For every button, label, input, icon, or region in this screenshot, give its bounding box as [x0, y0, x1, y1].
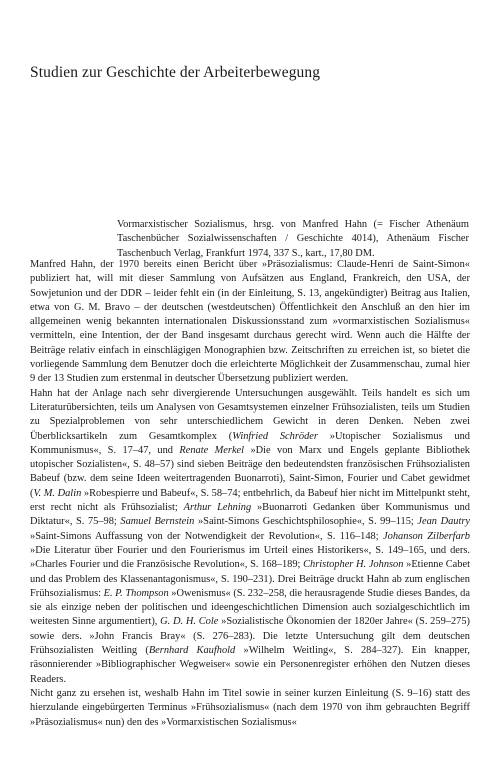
text-run: »Wilhelm Weitling«, S. 284–327). Ein knapper, räsonnierender »Bibliographischer Wegweiser« sowie ein Personenregister erhöhen den Nutzen dieses Readers.	[30, 645, 470, 685]
paragraph-2	[30, 387, 470, 687]
bibliographic-entry: Vormarxistischer Sozialismus, hrsg. von Manfred Hahn (= Fischer Athenäum Taschenbücher Sozialwissenschaften / Geschichte 4014), Athenäum Fischer Taschenbuch Verlag, Frankfurt 1974, 337 S., kart., 17,80 DM.	[117, 219, 469, 259]
author-name: G. D. H. Cole	[160, 616, 219, 628]
paragraph-1: Manfred Hahn, der 1970 bereits einen Bericht über »Präsozialismus: Claude-Henri de Saint-Simon« publiziert hat, will mit dieser Sammlung von Aufsätzen aus England, Frankreich, den USA, der Sowjetunion und der DDR – leider fehlt ein (in der Einleitung, S. 13, angekündigter) Beitrag aus Italien, etwa von G. M. Bravo – der deutschen (westdeutschen) Öffentlichkeit den Anschluß an den hier im allgemeinen wenig bekannten internationalen Diskussionsstand zum »vormarxistischen Sozialismus« vermitteln, eine Intention, der der Band insgesamt durchaus gerecht wird. Wenn auch die Hälfte der Beiträge relativ einfach in einschlägigen Monographien bzw. Zeitschriften zu erreichen ist, so bietet die vorliegende Sammlung dem Benutzer doch die erleichterte Möglichkeit der Zusammenschau, zumal hier 9 der 13 Studien zum erstenmal in deutscher Übersetzung publiziert werden.	[30, 259, 470, 385]
text-run: »Etienne Cabet und das Problem des Klassenantagonismus«, S. 190–231). Drei Beiträge druckt Hahn ab zum englischen Frühsozialismus:	[30, 559, 470, 599]
author-name: Johanson Zilberfarb	[383, 530, 470, 542]
text-run: »Die Literatur über Fourier und den Fourierismus im Urteil eines Historikers«, S. 149–165, und ders. »Charles Fourier und die Französische Revolution«, S. 168–189;	[30, 544, 470, 571]
author-name: Arthur Lehning	[183, 502, 252, 514]
author-name: V. M. Dalin	[33, 487, 82, 499]
text-run: »Buonarroti Gedanken über Kommunismus und Diktatur«, S. 75–98;	[30, 502, 470, 528]
author-name: Bernhard Kaufhold	[148, 645, 236, 657]
text-run: »Saint-Simons Geschichtsphilosophie«, S. 99–115;	[194, 516, 418, 528]
review-body	[30, 258, 470, 730]
author-name: Samuel Bernstein	[120, 516, 195, 528]
author-name: E. P. Thompson	[103, 587, 169, 599]
text-run: »Die von Marx und Engels geplante Bibliothek utopischer Sozialisten«, S. 48–57) sind sieben Beiträge den bedeutendsten französischen Frühsozialisten Babeuf (bzw. dem seine Ideen weitertragenden Buonarroti), Saint-Simon, Fourier und Cabet gewidmet (	[30, 444, 471, 499]
paragraph-3: Nicht ganz zu ersehen ist, weshalb Hahn im Titel sowie in seiner kurzen Einleitung (S. 9–16) statt des hierzulande eingebürgerten Terminus »Frühsozialismus« (nach dem 1970 von ihm gebrauchten Begriff »Präsozialismus« nun) den des »Vormarxistischen Sozialismus«	[30, 687, 470, 728]
text-run: »Saint-Simons Auffassung von der Notwendigkeit der Revolution«, S. 116–148;	[30, 530, 384, 542]
section-heading: Studien zur Geschichte der Arbeiterbewegung	[30, 64, 321, 81]
text-run: »Owenismus« (S. 232–258, die herausragende Studie dieses Bandes, da sie als einzige neben der politischen und ideengeschichtlichen Dimension auch sozialgeschichtlich im weitesten Sinne argumentiert),	[30, 587, 470, 628]
text-run: »Utopischer Sozialismus und Kommunismus«, S. 17–47, und	[30, 430, 470, 456]
author-name: Christopher H. Johnson	[303, 559, 404, 571]
text-run: »Sozialistische Ökonomien der 1820er Jahre« (S. 259–275) sowie ders. »John Francis Bray« (S. 276–283). Die letzte Untersuchung gilt dem deutschen Frühsozialisten Weitling (	[30, 616, 471, 657]
text-run: Hahn hat der Anlage nach sehr divergierende Untersuchungen ausgewählt. Teils handelt es sich um Literaturübersichten, teils um Analysen von Gesamtsystemen einzelner Frühsozialisten, teils um Studien zu Spezialproblemen von sehr unterschiedlichem Gewicht in deren Denken. Neben zwei Überblicksartikeln zum Gesamtkomplex (	[30, 387, 470, 442]
text-run: »Robespierre und Babeuf«, S. 58–74; entbehrlich, da Babeuf hier nicht im Mittelpunkt steht, erst recht nicht als Frühsozialist;	[30, 487, 470, 514]
author-name: Winfried Schröder	[232, 430, 318, 442]
author-name: Renate Merkel	[179, 444, 245, 456]
author-name: Jean Dautry	[417, 516, 471, 528]
